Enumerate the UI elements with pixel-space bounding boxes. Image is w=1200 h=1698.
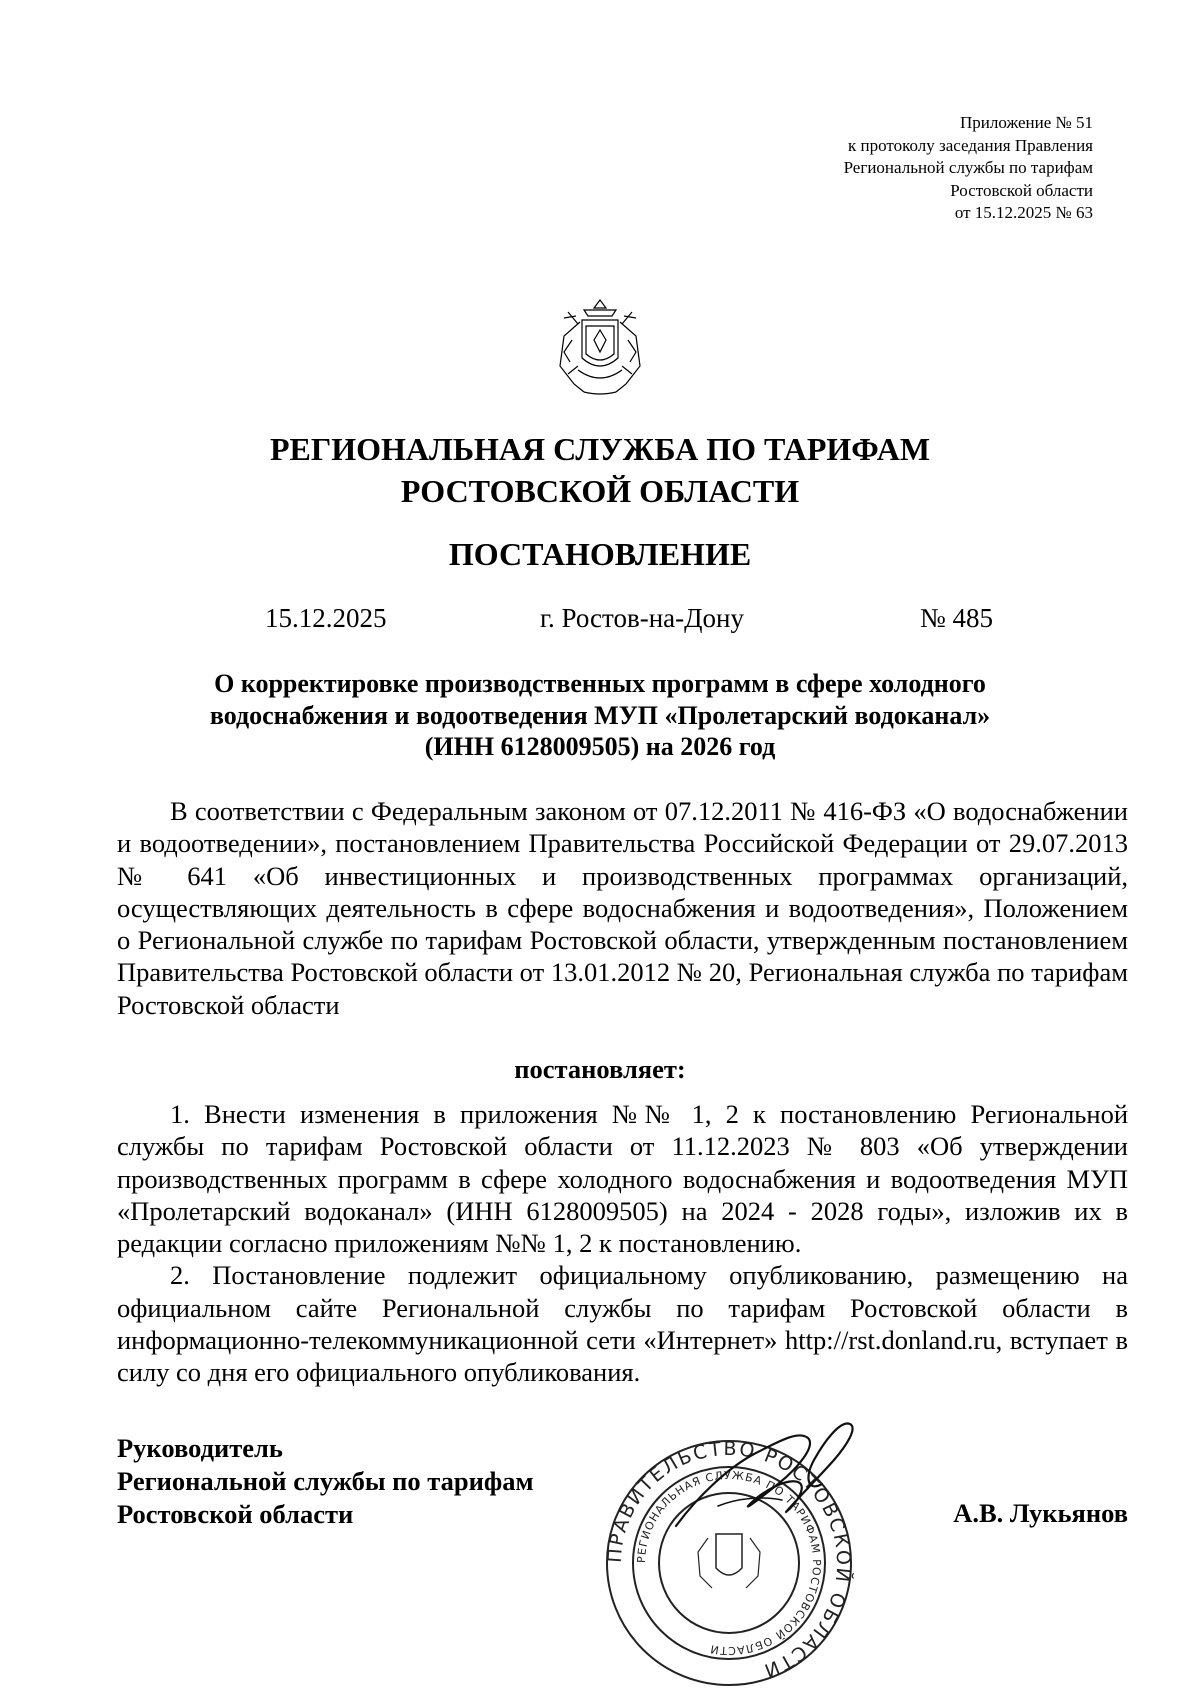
appendix-line: Ростовской области (950, 180, 1093, 200)
signatory-position (117, 1432, 534, 1531)
subject-line: (ИНН 6128009505) на 2026 год (424, 732, 776, 761)
document-city: г. Ростов-на-Дону (540, 603, 745, 633)
signatory-name: А.В. Лукьянов (953, 1498, 1128, 1528)
handwritten-signature (658, 1408, 868, 1548)
coat-of-arms-emblem (554, 296, 646, 398)
resolution-items (117, 1098, 1128, 1389)
resolution-item: 1. Внести изменения в приложения №№ 1, 2 к постановлению Региональной службы по тарифам Ростовской области от 11.12.2023 № 803 «Об утверждении производственных программ в сфере холодного водоснабжения и водоотведения МУП «Пролетарский водоканал» (ИНН 6128009505) на 2024 - 2028 годы», изложив их в редакции согласно приложениям №№ 1, 2 к постановлению. (117, 1099, 1128, 1259)
subject-line: водоснабжения и водоотведения МУП «Пролетарский водоканал» (209, 700, 991, 730)
document-number: № 485 (920, 603, 994, 633)
organization-line: РОСТОВСКОЙ ОБЛАСТИ (400, 473, 800, 509)
appendix-line: Приложение № 51 (960, 113, 1093, 132)
signatory-line: Руководитель (117, 1433, 283, 1463)
signatory-line: Ростовской области (117, 1499, 354, 1529)
signatory-line: Региональной службы по тарифам (117, 1466, 534, 1496)
decides-heading: постановляет: (514, 1054, 686, 1084)
preamble-paragraph: В соответствии с Федеральным законом от 07.12.2011 № 416-ФЗ «О водоснабжении и водоотведении», постановлением Правительства Российской Федерации от 29.07.2013 № 641 «Об инвестиционных и производственных программах организаций, осуществляющих деятельность в сфере водоснабжения и водоотведения», Положением о Региональной службе по тарифам Ростовской области, утвержденным постановлением Правительства Ростовской области от 13.01.2012 № 20, Региональная служба по тарифам Ростовской области (117, 796, 1128, 1020)
document-subject (150, 668, 1050, 763)
appendix-reference (844, 112, 1093, 225)
document-date: 15.12.2025 (265, 603, 387, 633)
resolution-item: 2. Постановление подлежит официальному опубликованию, размещению на официальном сайте Региональной службы по тарифам Ростовской области в информационно-телекоммуникационной сети «Интернет» http://rst.donland.ru, вступает в силу со дня его официального опубликования. (117, 1260, 1128, 1388)
stamp-inner-text: РЕГИОНАЛЬНАЯ СЛУЖБА ПО ТАРИФАМ РОСТОВСКОЙ ОБЛАСТИ (634, 1468, 824, 1658)
appendix-line: от 15.12.2025 № 63 (954, 203, 1093, 222)
organization-name (0, 428, 1200, 512)
stamp-outer-text: ПРАВИТЕЛЬСТВО РОСТОВСКОЙ ОБЛАСТИ (604, 1438, 854, 1683)
organization-line: РЕГИОНАЛЬНАЯ СЛУЖБА ПО ТАРИФАМ (269, 431, 931, 467)
document-type-title: ПОСТАНОВЛЕНИЕ (448, 536, 752, 572)
appendix-line: Региональной службы по тарифам (843, 158, 1093, 177)
appendix-line: к протоколу заседания Правления (848, 135, 1093, 155)
subject-line: О корректировке производственных программ в сфере холодного (214, 669, 986, 698)
